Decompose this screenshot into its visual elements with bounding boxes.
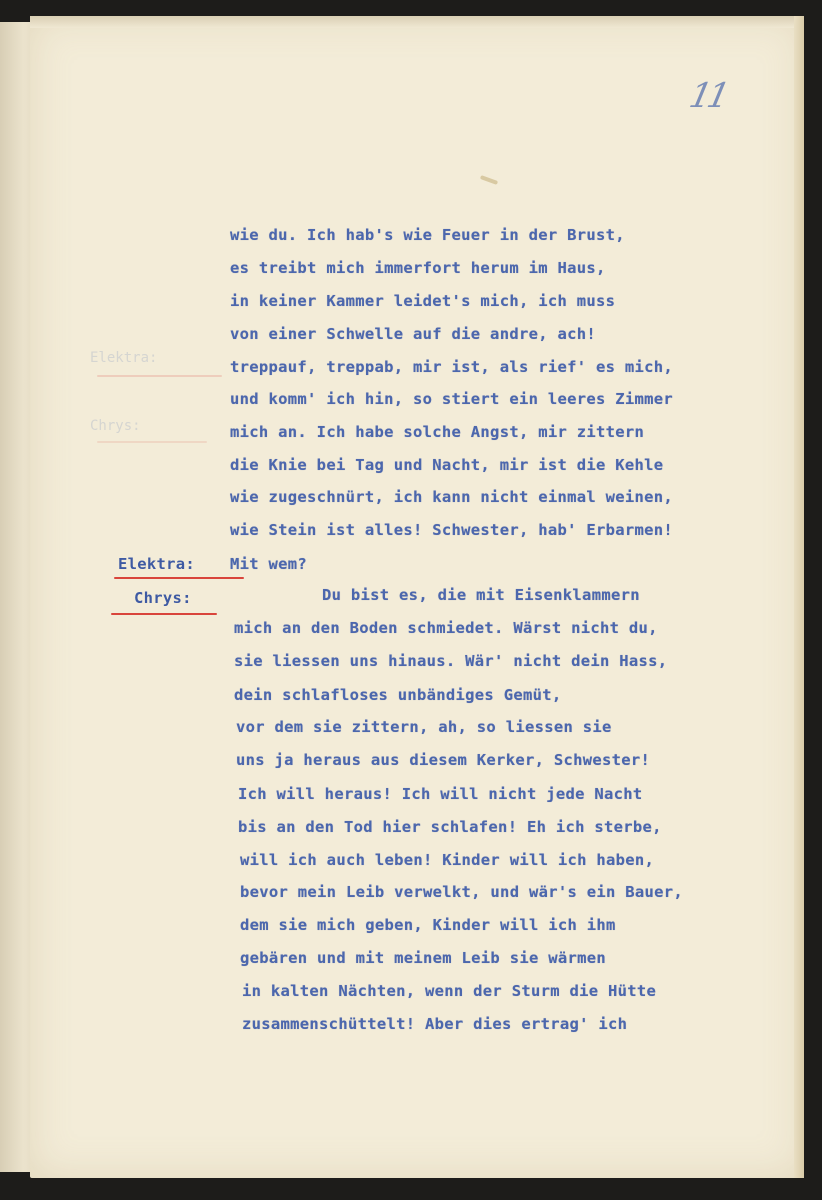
text-line: will ich auch leben! Kinder will ich haben,	[240, 851, 655, 869]
speaker-label-chrys: Chrys:	[134, 589, 192, 607]
text-line: uns ja heraus aus diesem Kerker, Schwester!	[236, 751, 651, 769]
ghost-speaker-label: Elektra:	[90, 350, 158, 366]
text-line: dein schlafloses unbändiges Gemüt,	[234, 686, 562, 704]
speaker-underline-elektra	[114, 577, 244, 579]
text-line: vor dem sie zittern, ah, so liessen sie	[236, 718, 612, 736]
text-line: Du bist es, die mit Eisenklammern	[322, 586, 640, 604]
text-line: wie zugeschnürt, ich kann nicht einmal weinen,	[230, 488, 674, 506]
text-line: es treibt mich immerfort herum im Haus,	[230, 259, 606, 277]
text-line: von einer Schwelle auf die andre, ach!	[230, 325, 597, 343]
text-line: gebären und mit meinem Leib sie wärmen	[240, 949, 607, 967]
text-line: die Knie bei Tag und Nacht, mir ist die Kehle	[230, 456, 664, 474]
text-line: bevor mein Leib verwelkt, und wär's ein Bauer,	[240, 883, 684, 901]
page-top-edge	[30, 16, 804, 28]
text-line: bis an den Tod hier schlafen! Eh ich sterbe,	[238, 818, 662, 836]
text-line: und komm' ich hin, so stiert ein leeres Zimmer	[230, 390, 674, 408]
ghost-speaker-label: Chrys:	[90, 418, 141, 434]
text-line: dem sie mich geben, Kinder will ich ihm	[240, 916, 616, 934]
text-line: zusammenschüttelt! Aber dies ertrag' ich	[242, 1015, 628, 1033]
text-line: mich an. Ich habe solche Angst, mir zittern	[230, 423, 645, 441]
page-right-edge	[794, 16, 804, 1178]
text-line: Mit wem?	[230, 555, 308, 573]
speaker-label-elektra: Elektra:	[118, 555, 196, 573]
text-line: treppauf, treppab, mir ist, als rief' es mich,	[230, 358, 674, 376]
text-line: wie Stein ist alles! Schwester, hab' Erbarmen!	[230, 521, 674, 539]
folio-number: 11	[685, 76, 730, 116]
text-line: Ich will heraus! Ich will nicht jede Nacht	[238, 785, 643, 803]
ghost-underline	[97, 441, 207, 443]
text-line: sie liessen uns hinaus. Wär' nicht dein Hass,	[234, 652, 668, 670]
text-line: in keiner Kammer leidet's mich, ich muss	[230, 292, 616, 310]
text-line: mich an den Boden schmiedet. Wärst nicht du,	[234, 619, 658, 637]
text-line: in kalten Nächten, wenn der Sturm die Hütte	[242, 982, 657, 1000]
speaker-underline-chrys	[111, 613, 217, 615]
ghost-underline	[97, 375, 222, 377]
text-line: wie du. Ich hab's wie Feuer in der Brust,	[230, 226, 625, 244]
